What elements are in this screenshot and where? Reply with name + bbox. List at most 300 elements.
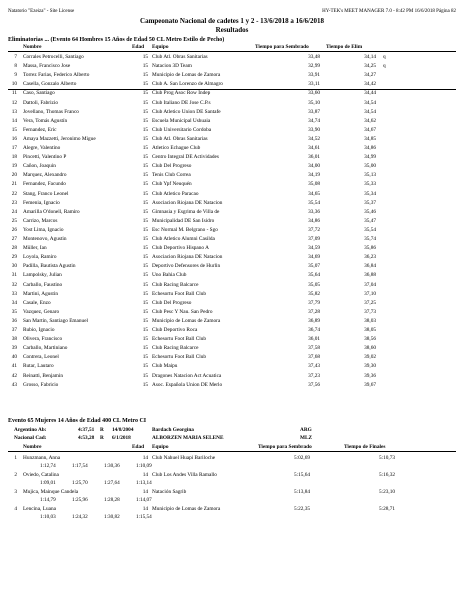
- place-cell: 3: [14, 489, 17, 495]
- age-cell: 15: [142, 108, 148, 115]
- age-cell: 15: [142, 163, 148, 170]
- seed-time: 35,08: [308, 181, 320, 188]
- split-time: 1:14,07: [136, 497, 152, 503]
- place-cell: 37: [11, 327, 17, 333]
- table-row: [0, 190, 464, 198]
- team-cell: Club Prog Asoc Row Indep: [152, 90, 211, 97]
- split-time: 1:15,54: [136, 514, 152, 520]
- record-holder: Bardach Georgina: [152, 427, 194, 433]
- split-time: 1:27,64: [104, 480, 120, 486]
- place-cell: 8: [14, 63, 17, 70]
- team-cell: Club Atletico Paracao: [152, 190, 199, 197]
- swimmer-name: Carballo, Martiniano: [23, 345, 68, 352]
- place-cell: 16: [11, 135, 17, 142]
- table-row: [0, 99, 464, 107]
- place-cell: 34: [11, 299, 17, 306]
- results-subtitle: Resultados: [215, 26, 249, 34]
- age-cell: 15: [142, 308, 148, 315]
- age-cell: 15: [142, 135, 148, 142]
- split-time: 1:09,01: [40, 480, 56, 486]
- seed-time: 33,87: [308, 108, 320, 115]
- swimmer-name: Oviedo, Catalina: [23, 472, 59, 478]
- column-team: Equipo: [152, 444, 169, 450]
- seed-time: 34,65: [308, 190, 320, 197]
- seed-time: 37,79: [308, 299, 320, 306]
- team-cell: Natacion 3D Team: [152, 63, 192, 70]
- age-cell: 15: [142, 272, 148, 279]
- swimmer-name: Mujica, Mainque Candela: [23, 489, 79, 495]
- swimmer-name: Reinatti, Benjamin: [23, 372, 64, 379]
- place-cell: 11: [11, 90, 17, 97]
- split-times: [0, 496, 464, 504]
- final-time: 39,67: [364, 381, 376, 388]
- record-team: ARG: [300, 427, 312, 433]
- final-time: 34,85: [364, 135, 376, 142]
- table-row: [0, 89, 464, 97]
- split-times: [0, 479, 464, 487]
- seed-time: 34,74: [308, 117, 320, 124]
- team-cell: Club Nahuel Huapi Bariloche: [152, 455, 216, 461]
- age-cell: 15: [142, 263, 148, 270]
- place-cell: 42: [11, 372, 17, 379]
- age-cell: 15: [142, 126, 148, 133]
- final-time: 35,74: [364, 236, 376, 242]
- place-cell: 35: [11, 308, 17, 315]
- swimmer-name: Casella, Gonzalo Alberto: [23, 81, 77, 88]
- record-code: R: [100, 427, 104, 433]
- final-time: 34,27: [364, 72, 376, 79]
- swimmer-name: Padilla, Bautista Agustin: [23, 263, 76, 270]
- final-time: 34,42: [364, 81, 376, 88]
- header-rule: [8, 451, 456, 452]
- team-cell: Club Maipu: [152, 363, 178, 370]
- seed-time: 33,60: [308, 90, 320, 97]
- seed-time: 36,01: [308, 336, 320, 343]
- swimmer-name: Müller, Ian: [23, 245, 47, 252]
- split-time: 1:10,03: [40, 514, 56, 520]
- table-row: [0, 235, 464, 243]
- table-row: [0, 299, 464, 307]
- place-cell: 36: [11, 317, 17, 324]
- team-cell: Asoc. Española Union DE Merlo: [152, 381, 223, 388]
- team-cell: Atletico Echague Club: [152, 145, 201, 151]
- age-cell: 15: [142, 81, 148, 88]
- place-cell: 2: [14, 472, 17, 478]
- column-age: Edad: [132, 44, 145, 50]
- place-cell: 13: [11, 108, 17, 115]
- final-time: 35,47: [364, 217, 376, 224]
- team-cell: Club Pesc Y Nau. San Pedro: [152, 308, 213, 315]
- age-cell: 15: [142, 281, 148, 288]
- seed-time: 35,10: [308, 99, 320, 106]
- place-cell: 18: [11, 154, 17, 161]
- age-cell: 15: [142, 154, 148, 161]
- place-cell: 41: [11, 363, 17, 370]
- age-cell: 15: [142, 145, 148, 151]
- final-time: 34,44: [364, 90, 376, 97]
- split-time: 1:24,32: [72, 514, 88, 520]
- swimmer-name: Caso, Santiago: [23, 90, 55, 97]
- table-row: [0, 162, 464, 170]
- age-cell: 15: [142, 236, 148, 242]
- swimmer-name: Massa, Francisco Jose: [23, 63, 71, 70]
- place-cell: 22: [11, 190, 17, 197]
- place-cell: 17: [11, 145, 17, 151]
- table-row: [0, 144, 464, 152]
- age-cell: 14: [142, 455, 148, 461]
- team-cell: Echesortu Foot Ball Club: [152, 336, 206, 343]
- seed-time: 33,36: [308, 208, 320, 215]
- swimmer-name: Contrera, Leonel: [23, 354, 59, 361]
- seed-time: 36,01: [308, 154, 320, 161]
- team-cell: Club Atletico Alumni Casilda: [152, 236, 215, 242]
- split-time: 1:30,82: [104, 514, 120, 520]
- age-cell: 14: [142, 506, 148, 512]
- table-row: [0, 372, 464, 380]
- age-cell: 15: [142, 199, 148, 206]
- age-cell: 15: [142, 217, 148, 224]
- place-cell: 39: [11, 345, 17, 352]
- team-cell: Club Racing Balcarce: [152, 345, 199, 352]
- team-cell: Natación Sagrib: [152, 489, 187, 495]
- team-cell: Esc Normal M. Belgrano - Sgo: [152, 226, 218, 233]
- final-time: 35,46: [364, 208, 376, 215]
- swimmer-name: Fernandez, Facundo: [23, 181, 66, 188]
- record-code: R: [100, 435, 104, 441]
- age-cell: 15: [142, 72, 148, 79]
- column-seed: Tiempo para Sembrado: [258, 444, 312, 450]
- split-times: [0, 462, 464, 470]
- place-cell: 7: [14, 54, 17, 60]
- qualifier-mark: q: [383, 54, 386, 60]
- seed-time: 37,58: [308, 345, 320, 352]
- place-cell: 20: [11, 172, 17, 179]
- table-row: [0, 471, 464, 479]
- column-final: Tiempo de Finales: [344, 444, 386, 450]
- age-cell: 15: [142, 63, 148, 70]
- final-time: 38,60: [364, 345, 376, 352]
- swimmer-name: Corrales Petrocelli, Santiago: [23, 54, 84, 60]
- table-row: [0, 153, 464, 161]
- team-cell: Club Atletico Union DE Santafe: [152, 108, 221, 115]
- seed-time: 34,86: [308, 217, 320, 224]
- final-time: 37,73: [364, 308, 376, 315]
- place-cell: 14: [11, 117, 17, 124]
- age-cell: 15: [142, 208, 148, 215]
- final-time: 35,00: [364, 163, 376, 170]
- age-cell: 15: [142, 254, 148, 261]
- table-row: [0, 344, 464, 352]
- swimmer-name: Alegre, Valentino: [23, 145, 61, 151]
- final-time: 5:28,71: [378, 506, 395, 512]
- age-cell: 15: [142, 245, 148, 252]
- age-cell: 15: [142, 90, 148, 97]
- swimmer-name: San Martin, Santiago Emanuel: [23, 317, 89, 324]
- team-cell: Club A. San Lorenzo de Almagro: [152, 81, 223, 88]
- age-cell: 15: [142, 363, 148, 370]
- place-cell: 12: [11, 99, 17, 106]
- seed-time: 33,48: [308, 54, 320, 60]
- final-time: 34,14: [364, 54, 376, 60]
- age-cell: 15: [142, 54, 148, 60]
- team-cell: Escuela Municipal Ushuaia: [152, 117, 211, 124]
- seed-time: 37,56: [308, 381, 320, 388]
- swimmer-name: Martini, Agustin: [23, 290, 59, 297]
- final-time: 35,34: [364, 190, 376, 197]
- final-time: 36,88: [364, 272, 376, 279]
- table-row: [0, 180, 464, 188]
- meet-title: Campeonato Nacional de cadetes 1 y 2 - 13/6/2018 a 16/6/2018: [140, 17, 324, 25]
- swimmer-name: Marquez, Alexandro: [23, 172, 67, 179]
- seed-time: 36,74: [308, 327, 320, 333]
- team-cell: Club Del Progreso: [152, 163, 192, 170]
- table-row: [0, 126, 464, 134]
- swimmer-name: Femenia, Ignacio: [23, 199, 60, 206]
- place-cell: 27: [11, 236, 17, 242]
- seed-time: 37,43: [308, 363, 320, 370]
- team-cell: Deportivo Defensores de Hurlin: [152, 263, 221, 270]
- place-cell: 9: [14, 72, 17, 79]
- column-age: Edad: [132, 444, 145, 450]
- team-cell: Club Deportivo Roca: [152, 327, 198, 333]
- age-cell: 15: [142, 117, 148, 124]
- table-row: [0, 71, 464, 79]
- table-row: [0, 326, 464, 334]
- team-cell: Club Universitario Cordoba: [152, 126, 212, 133]
- seed-time: 34,59: [308, 245, 320, 252]
- seed-time: 37,23: [308, 372, 320, 379]
- age-cell: 14: [142, 489, 148, 495]
- event-65-title: Evento 65 Mujeres 14 Años de Edad 400 CL Metro CI: [8, 418, 147, 424]
- swimmer-name: Lampolsky, Julian: [23, 272, 62, 279]
- table-row: [0, 262, 464, 270]
- column-team: Equipo: [152, 44, 169, 50]
- table-row: [0, 171, 464, 179]
- table-row: [0, 505, 464, 513]
- record-label: Nacional Cad:: [14, 435, 47, 441]
- place-cell: 33: [11, 290, 17, 297]
- table-row: [0, 335, 464, 343]
- team-cell: Municipalidad DE San Isidro: [152, 217, 215, 224]
- final-time: 34,99: [364, 154, 376, 161]
- team-cell: Club Deportivo Hispano A: [152, 245, 209, 252]
- table-row: [0, 362, 464, 370]
- column-seed: Tiempo para Sembrado: [255, 44, 309, 50]
- swimmer-name: Amarilla O'donell, Ramiro: [23, 208, 80, 215]
- team-cell: Tenis Club Correa: [152, 172, 191, 179]
- split-time: 1:30,36: [104, 463, 120, 469]
- software-version-text: HY-TEK's MEET MANAGER 7.0 - 8:42 PM 16/6/2018 Página 82: [322, 9, 456, 14]
- swimmer-name: Rubio, Ignacio: [23, 327, 55, 333]
- place-cell: 23: [11, 199, 17, 206]
- age-cell: 15: [142, 99, 148, 106]
- event-64-title: Eliminatorias ... (Evento 64 Hombres 15 Años de Edad 50 CL Metro Estilo de Pecho): [8, 37, 225, 43]
- event-65-column-headers: [0, 443, 464, 451]
- team-cell: Uno Bahia Club: [152, 272, 187, 279]
- team-cell: Municipio de Lomas de Zamora: [152, 317, 221, 324]
- swimmer-name: Carballo, Faustino: [23, 281, 63, 288]
- place-cell: 26: [11, 226, 17, 233]
- swimmer-name: Loyola, Ramiro: [23, 254, 57, 261]
- seed-time: 33,91: [308, 72, 320, 79]
- column-final: Tiempo de Elim: [326, 44, 363, 50]
- record-row: [0, 434, 464, 442]
- age-cell: 15: [142, 381, 148, 388]
- place-cell: 31: [11, 272, 17, 279]
- seed-time: 37,09: [308, 236, 320, 242]
- record-label: Argentino Ab:: [14, 427, 47, 433]
- age-cell: 15: [142, 354, 148, 361]
- table-row: [0, 281, 464, 289]
- record-holder: ALBORZEN MARIA SELENE: [152, 435, 224, 441]
- final-time: 35,13: [364, 172, 376, 179]
- swimmer-name: Rutar, Lautaro: [23, 363, 54, 370]
- swimmer-name: Stang, Franco Leonel: [23, 190, 69, 197]
- age-cell: 15: [142, 299, 148, 306]
- final-time: 37,04: [364, 281, 376, 288]
- seed-time: 33,90: [308, 126, 320, 133]
- swimmer-name: Yost Lima, Ignacio: [23, 226, 64, 233]
- table-row: [0, 135, 464, 143]
- seed-time: 5:02,69: [293, 455, 310, 461]
- header-rule: [8, 51, 456, 52]
- place-cell: 32: [11, 281, 17, 288]
- seed-time: 35,82: [308, 290, 320, 297]
- age-cell: 15: [142, 181, 148, 188]
- final-time: 39,30: [364, 363, 376, 370]
- place-cell: 38: [11, 336, 17, 343]
- age-cell: 15: [142, 190, 148, 197]
- swimmer-name: Vazquez, Genaro: [23, 308, 60, 315]
- seed-time: 35,64: [308, 272, 320, 279]
- qualifier-mark: q: [383, 63, 386, 70]
- table-row: [0, 53, 464, 61]
- place-cell: 40: [11, 354, 17, 361]
- team-cell: Municipio de Lomas de Zamora: [152, 72, 221, 79]
- final-time: 38,56: [364, 336, 376, 343]
- table-row: [0, 244, 464, 252]
- swimmer-name: Olivera, Francisco: [23, 336, 63, 343]
- table-row: [0, 62, 464, 70]
- place-cell: 25: [11, 217, 17, 224]
- split-time: 1:17,54: [72, 463, 88, 469]
- place-cell: 24: [11, 208, 17, 215]
- final-time: 38,03: [364, 317, 376, 324]
- team-cell: Club Del Progreso: [152, 299, 192, 306]
- seed-time: 36,89: [308, 317, 320, 324]
- swimmer-name: Montenovo, Agustin: [23, 236, 67, 242]
- place-cell: 21: [11, 181, 17, 188]
- final-time: 37,10: [364, 290, 376, 297]
- age-cell: 15: [142, 226, 148, 233]
- table-row: [0, 226, 464, 234]
- age-cell: 14: [142, 472, 148, 478]
- final-time: 35,37: [364, 199, 376, 206]
- team-cell: Echesortu Foot Ball Club: [152, 354, 206, 361]
- split-time: 1:28,28: [104, 497, 120, 503]
- team-cell: Dragones Natacion Act Acuatica: [152, 372, 222, 379]
- final-time: 35,86: [364, 245, 376, 252]
- split-times: [0, 513, 464, 521]
- place-cell: 10: [11, 81, 17, 88]
- team-cell: Club Los Andes Villa Ramallo: [152, 472, 217, 478]
- final-time: 39,36: [364, 372, 376, 379]
- table-row: [0, 308, 464, 316]
- final-time: 34,54: [364, 108, 376, 115]
- swimmer-name: Carrizo, Marcos: [23, 217, 58, 224]
- split-time: 1:25,96: [72, 497, 88, 503]
- place-cell: 19: [11, 163, 17, 170]
- seed-time: 37,28: [308, 308, 320, 315]
- table-row: [0, 117, 464, 125]
- table-row: [0, 381, 464, 389]
- final-time: 36,84: [364, 263, 376, 270]
- column-name: Nombre: [23, 444, 42, 450]
- table-row: [0, 208, 464, 216]
- seed-time: 5:22,35: [293, 506, 310, 512]
- place-cell: 28: [11, 245, 17, 252]
- swimmer-name: Torrez Farias, Federico Alberto: [23, 72, 90, 79]
- place-cell: 43: [11, 381, 17, 388]
- team-cell: Centro Integral DE Actividades: [152, 154, 219, 161]
- final-time: 34,86: [364, 145, 376, 151]
- final-time: 34,25: [364, 63, 376, 70]
- team-cell: Asociacion Riojana DE Natacion: [152, 199, 223, 206]
- age-cell: 15: [142, 372, 148, 379]
- swimmer-name: Pincetti, Valentino P: [23, 154, 67, 161]
- seed-time: 35,07: [308, 263, 320, 270]
- record-time: 4:53,28: [78, 435, 95, 441]
- final-time: 34,62: [364, 117, 376, 124]
- final-time: 35,54: [364, 226, 376, 233]
- team-cell: Club Atl. Obras Sanitarias: [152, 135, 208, 142]
- age-cell: 15: [142, 290, 148, 297]
- final-time: 35,33: [364, 181, 376, 188]
- swimmer-name: Lencina, Luana: [23, 506, 56, 512]
- place-cell: 15: [11, 126, 17, 133]
- place-cell: 30: [11, 263, 17, 270]
- age-cell: 15: [142, 345, 148, 352]
- final-time: 5:23,10: [378, 489, 395, 495]
- final-time: 34,67: [364, 126, 376, 133]
- seed-time: 34,19: [308, 172, 320, 179]
- final-time: 5:16,32: [378, 472, 395, 478]
- seed-time: 5:13,84: [293, 489, 310, 495]
- seed-time: 35,54: [308, 199, 320, 206]
- seed-time: 34,61: [308, 145, 320, 151]
- table-row: [0, 271, 464, 279]
- table-row: [0, 217, 464, 225]
- event-64-column-headers: [0, 43, 464, 51]
- final-time: 36,23: [364, 254, 376, 261]
- swimmer-name: Casale, Enzo: [23, 299, 51, 306]
- final-time: 5:10,73: [378, 455, 395, 461]
- table-row: [0, 353, 464, 361]
- final-time: 37,25: [364, 299, 376, 306]
- seed-time: 5:15,64: [293, 472, 310, 478]
- team-cell: Club Racing Balcarce: [152, 281, 199, 288]
- seed-time: 32,99: [308, 63, 320, 70]
- split-time: 1:14,79: [40, 497, 56, 503]
- seed-time: 34,52: [308, 135, 320, 142]
- final-time: 39,02: [364, 354, 376, 361]
- swimmer-name: Jovellano, Thomas Franco: [23, 108, 79, 115]
- record-date: 14/8/2004: [112, 427, 134, 433]
- split-time: 1:13,14: [136, 480, 152, 486]
- seed-time: 37,68: [308, 354, 320, 361]
- swimmer-name: Vera, Tomás Agustín: [23, 117, 68, 124]
- swimmer-name: Grosso, Fabricio: [23, 381, 59, 388]
